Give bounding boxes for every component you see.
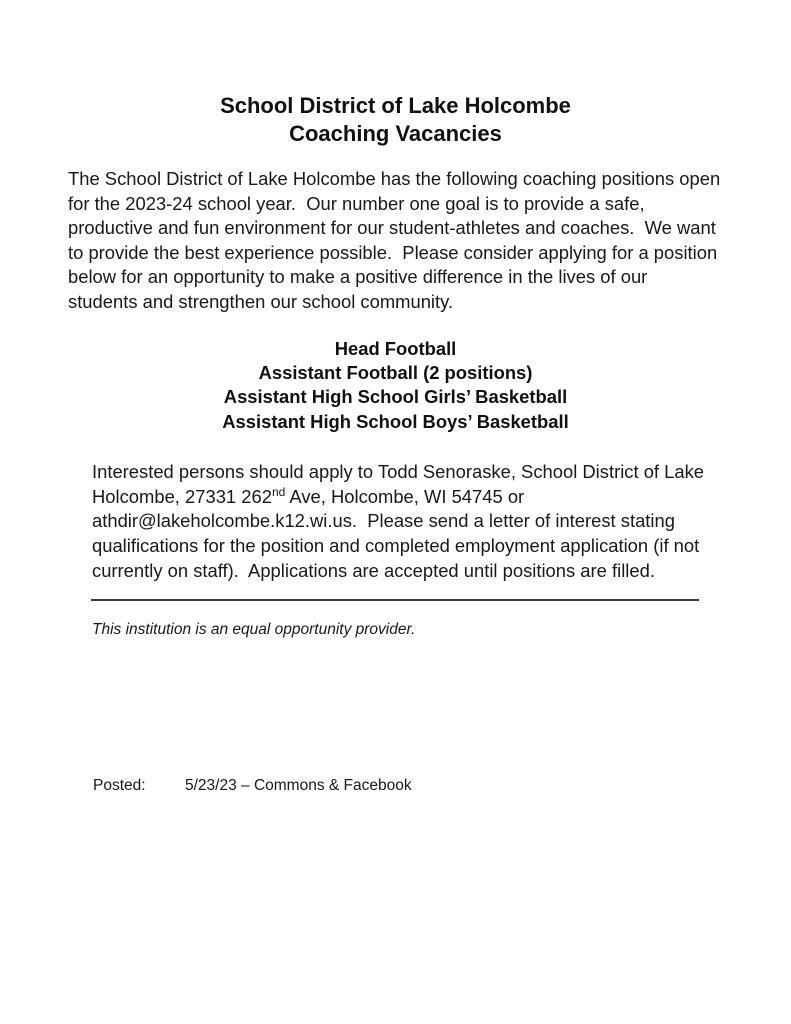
horizontal-divider (91, 599, 699, 601)
position-item-boys-basketball: Assistant High School Boys’ Basketball (222, 410, 569, 432)
title-line-1: School District of Lake Holcombe (220, 93, 571, 118)
position-item-head-football: Head Football (334, 337, 457, 359)
apply-paragraph (92, 460, 718, 583)
title-line-2: Coaching Vacancies (289, 121, 502, 146)
apply-paragraph-part2: Ave, Holcombe, WI 54745 or athdir@lakeholcombe.k12.wi.us. Please send a letter of interest stating qualifications for the position and completed employment application (if not currently on staff). Applications are accepted until positions are filled. (92, 485, 705, 581)
posted-line (93, 776, 412, 795)
ordinal-superscript: nd (271, 484, 286, 499)
apply-paragraph-part1: Interested persons should apply to Todd Senoraske, School District of Lake Holcombe, 27331 262 (92, 461, 710, 507)
position-item-assistant-football: Assistant Football (2 positions) (258, 361, 533, 383)
positions-list (0, 337, 791, 435)
intro-paragraph: The School District of Lake Holcombe has the following coaching positions open for the 2023-24 school year. Our number one goal is to provide a safe, productive and fun environment for our student-athletes and coaches. We want to provide the best experience possible. Please consider applying for a position below for an opportunity to make a positive difference in the lives of our students and strengthen our school community. (68, 168, 726, 312)
document-title (0, 92, 791, 148)
posted-label: Posted: (93, 777, 146, 794)
posted-value: 5/23/23 – Commons & Facebook (185, 777, 412, 794)
position-item-girls-basketball: Assistant High School Girls’ Basketball (223, 386, 568, 408)
equal-opportunity-statement: This institution is an equal opportunity provider. (92, 621, 416, 639)
